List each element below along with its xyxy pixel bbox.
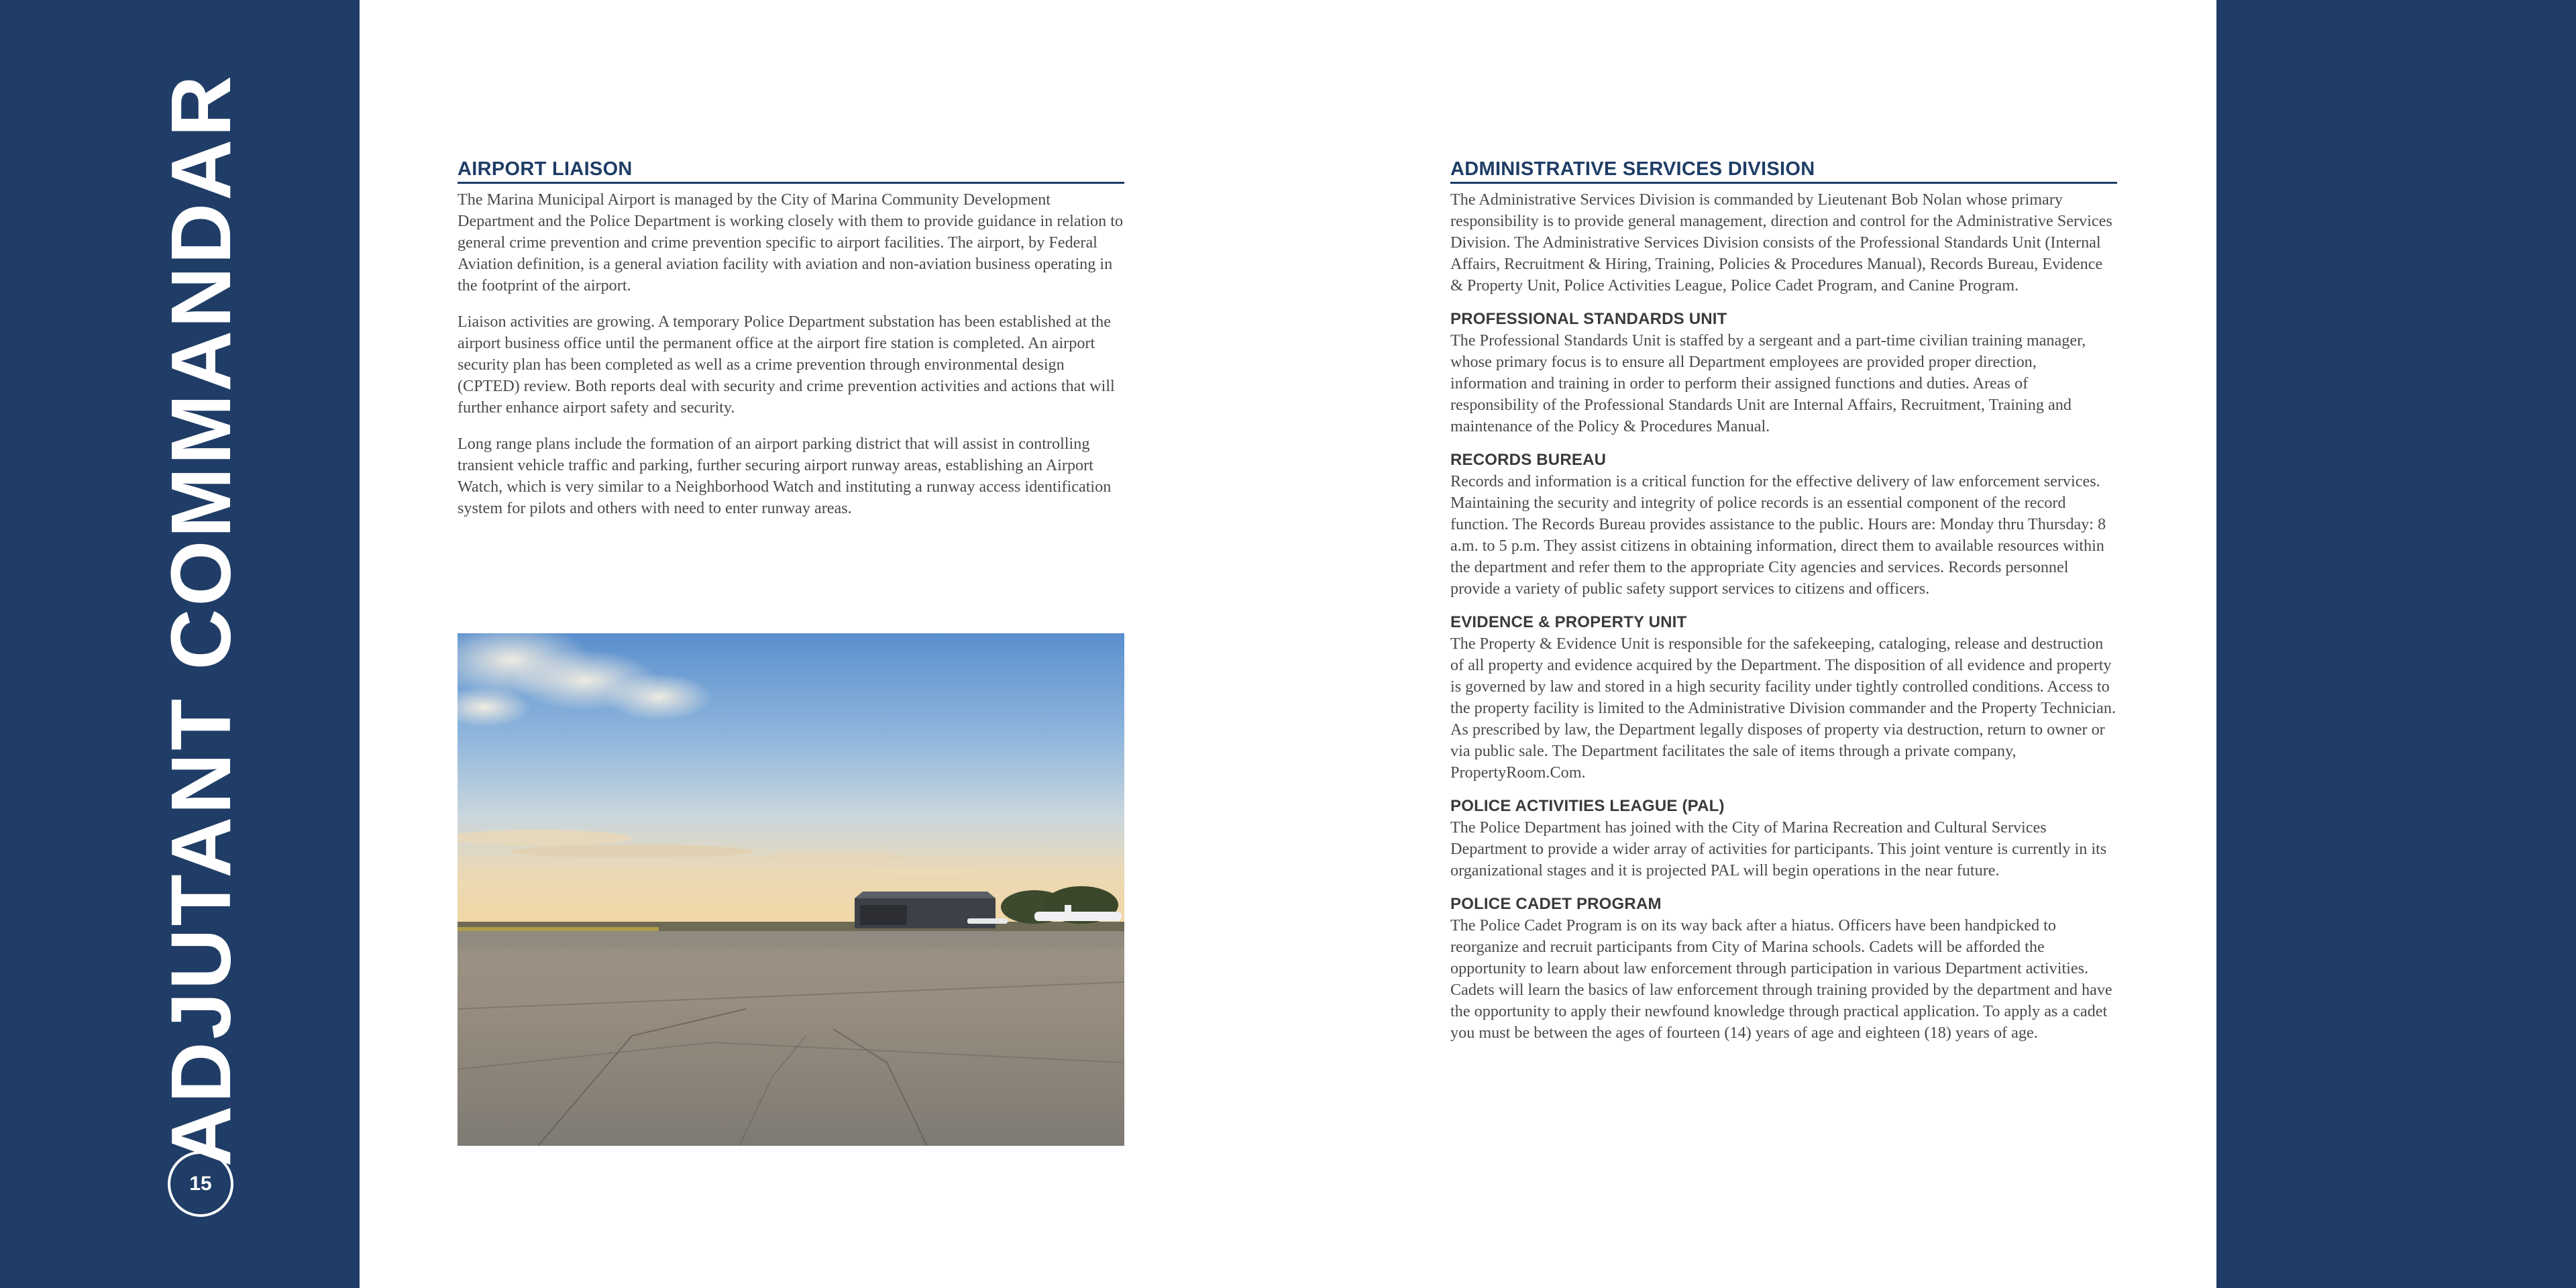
page-number-left: 15 [168, 1151, 233, 1217]
subheading-professional-standards: PROFESSIONAL STANDARDS UNIT [1450, 310, 1727, 328]
subheading-records-bureau: RECORDS BUREAU [1450, 451, 1607, 469]
right-side-band [2216, 0, 2576, 1288]
paragraph: Records and information is a critical function for the effective delivery of law enforcement services. Maintaining the security and integrity of police records is an essential component of the record function. The Records Bureau provides assistance to the public. Hours are: Monday thru Thursday: 8 a.m. to 5 p.m. They assist citizens in obtaining information, direct them to available resources within the department and refer them to the appropriate City agencies and services. Records personnel provide a variety of public safety support services to citizens and officers. [1450, 472, 2106, 598]
paragraph: The Marina Municipal Airport is managed by the City of Marina Community Development Department and the Police Department is working closely with them to provide guidance in relation to general crime prevention and crime prevention specific to airport facilities. The airport, by Federal Aviation definition, is a general aviation facility with aviation and non-aviation business operating in the footprint of the airport. [458, 191, 1124, 294]
paragraph: The Property & Evidence Unit is responsible for the safekeeping, cataloging, release and destruction of all property and evidence acquired by the Department. The disposition of all evidence and property is governed by law and stored in a high security facility under tightly controlled conditions. Access to the property facility is limited to the Administrative Division commander and the Property Technician. As prescribed by law, the Department legally disposes of property via destruction, return to owner or via public sale. The Department facilitates the sale of items through a private company, PropertyRoom.Com. [1450, 635, 2116, 782]
paragraph: Long range plans include the formation of an airport parking district that will assist in controlling transient vehicle traffic and parking, further securing airport runway areas, establishing an Airport Watch, which is very similar to a Neighborhood Watch and instituting a runway access identification system for pilots and others with need to enter runway areas. [458, 435, 1112, 517]
subheading-police-activities-league: POLICE ACTIVITIES LEAGUE (PAL) [1450, 797, 1725, 815]
subheading-evidence-property: EVIDENCE & PROPERTY UNIT [1450, 613, 1687, 631]
left-side-band [0, 0, 360, 1288]
airport-liaison-section [458, 158, 1124, 519]
subheading-police-cadet-program: POLICE CADET PROGRAM [1450, 895, 1662, 913]
paragraph: Liaison activities are growing. A temporary Police Department substation has been established at the airport business office until the permanent office at the airport fire station is completed. An airport security plan has been completed as well as a crime prevention through environmental design (CPTED) review. Both reports deal with security and crime prevention activities and actions that will further enhance airport safety and security. [458, 313, 1115, 417]
paragraph: The Police Department has joined with the City of Marina Recreation and Cultural Services Department to provide a wider array of activities for participants. This joint venture is currently in its organizational stages and it is projected PAL will begin operations in the near future. [1450, 818, 2107, 879]
paragraph: The Professional Standards Unit is staffed by a sergeant and a part-time civilian training manager, whose primary focus is to ensure all Department employees are provided proper direction, information and training in order to perform their assigned functions and duties. Areas of responsibility of the Professional Standards Unit are Internal Affairs, Recruitment, Training and maintenance of the Policy & Procedures Manual. [1450, 331, 2086, 435]
administrative-services-section [1450, 158, 2117, 1044]
paragraph: The Police Cadet Program is on its way back after a hiatus. Officers have been handpicked to reorganize and recruit participants from City of Marina schools. Cadets will be afforded the opportunity to learn about law enforcement through participation in various Department activities. Cadets will learn the basics of law enforcement through training provided by the department and have the opportunity to apply their newfound knowledge through practical application. To apply as a cadet you must be between the ages of fourteen (14) years of age and eighteen (18) years of age. [1450, 916, 2112, 1042]
section-heading-administrative-services: ADMINISTRATIVE SERVICES DIVISION [1450, 158, 2117, 184]
left-band-title: ADJUTANT COMMANDAR [154, 72, 248, 1167]
section-heading-airport-liaison: AIRPORT LIAISON [458, 158, 1124, 184]
intro-paragraph: The Administrative Services Division is commanded by Lieutenant Bob Nolan whose primary responsibility is to provide general management, direction and control for the Administrative Services Division. The Administrative Services Division consists of the Professional Standards Unit (Internal Affairs, Recruitment & Hiring, Training, Policies & Procedures Manual), Records Bureau, Evidence & Property Unit, Police Activities League, Police Cadet Program, and Canine Program. [1450, 191, 2112, 294]
airport-tarmac-photo [458, 633, 1124, 1146]
